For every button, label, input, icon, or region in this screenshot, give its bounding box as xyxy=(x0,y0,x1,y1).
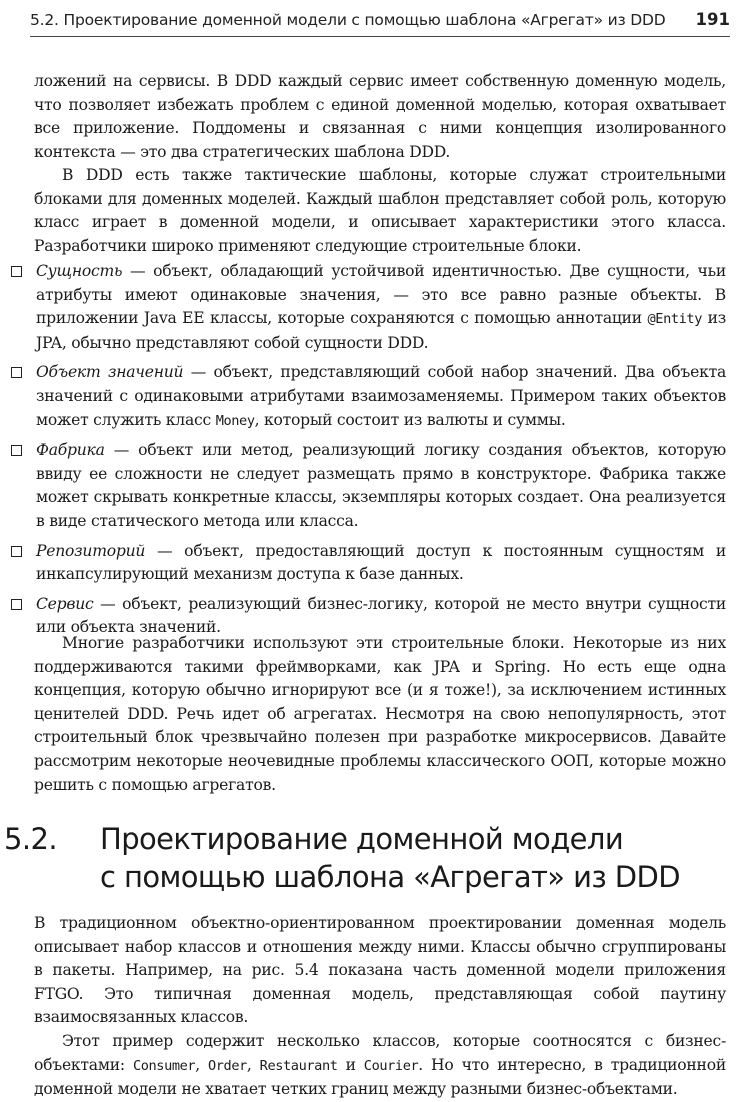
term-label: Объект значений xyxy=(36,363,184,382)
text-run: , xyxy=(195,1055,208,1074)
term-label: Фабрика xyxy=(36,441,105,460)
text-run: и xyxy=(337,1055,364,1074)
term-label: Сущность xyxy=(36,262,123,280)
text-run: Этот пример содержит несколько классов, которые соотносятся с бизнес-объектами: xyxy=(34,1032,726,1074)
item-text: — объект, предоставляющий доступ к постоянным сущностям и инкапсулирующий механизм доступа к базе данных. xyxy=(36,541,726,584)
page-number: 191 xyxy=(695,10,730,29)
list-item xyxy=(10,540,726,587)
code-snippet: Money xyxy=(215,412,255,429)
item-text: , который состоит из валюты и суммы. xyxy=(254,410,566,429)
code-snippet: @Entity xyxy=(647,311,703,328)
code-snippet: Consumer xyxy=(132,1057,196,1074)
code-snippet: Courier xyxy=(363,1057,419,1074)
section-title xyxy=(100,820,730,896)
checkbox-icon xyxy=(11,546,22,557)
text-run: , xyxy=(246,1055,260,1074)
item-text: — объект, обладающий устойчивой идентичностью. Две сущности, чьи атрибуты имеют одинаковые значения, — это все равно разные объекты. В приложении Java EE классы, которые сохраняются с помощью аннотации xyxy=(36,262,726,328)
term-label: Сервис xyxy=(36,594,94,613)
paragraph-traditional-model: В традиционном объектно-ориентированном проектировании доменная модель описывает набор классов и отношения между ними. Классы обычно сгруппированы в пакеты. Например, на рис. 5.4 показана часть доменной модели приложения FTGO. Это типичная доменная модель, представляющая собой паутину взаимосвязанных классов. xyxy=(34,914,726,1027)
checkbox-icon xyxy=(11,599,22,610)
code-snippet: Order xyxy=(207,1057,247,1074)
text-run: . Но что интересно, в традиционной доменной модели не хватает четких границ между разными бизнес-объектами. xyxy=(34,1055,726,1099)
running-header-title: 5.2. Проектирование доменной модели с помощью шаблона «Агрегат» из DDD xyxy=(30,11,666,29)
item-text: — объект, реализующий бизнес-логику, которой не место внутри сущности или объекта значений. xyxy=(36,594,726,637)
checkbox-icon xyxy=(11,445,22,456)
item-text: — объект, представляющий собой набор значений. Два объекта значений с одинаковыми атрибутами взаимозаменяемы. Примером таких объектов может служить класс xyxy=(36,363,726,429)
building-blocks-list xyxy=(10,260,726,646)
section-number: 5.2. xyxy=(4,822,57,856)
checkbox-icon xyxy=(11,266,22,277)
list-item xyxy=(10,260,726,355)
section-heading xyxy=(0,820,736,900)
running-header xyxy=(30,6,730,37)
paragraph-example-classes xyxy=(34,1030,726,1102)
term-label: Репозиторий xyxy=(36,541,146,560)
list-item xyxy=(10,439,726,533)
code-snippet: Restaurant xyxy=(259,1057,338,1074)
item-text: из JPA, обычно представляют собой сущности DDD. xyxy=(36,309,726,352)
checkbox-icon xyxy=(11,367,22,378)
paragraph-intro-continued: ложений на сервисы. В DDD каждый сервис имеет собственную доменную модель, что позволяет избежать проблем с единой доменной моделью, которая охватывает все приложение. Поддомены и связанная с ними концепция изолированного контекста — это два стратегических шаблона DDD. xyxy=(34,72,726,161)
item-text: — объект или метод, реализующий логику создания объектов, которую ввиду ее сложности не следует размещать прямо в конструкторе. Фабрика также может скрывать конкретные классы, экземпляры которых создает. Она реализуется в виде статического метода или класса. xyxy=(36,441,726,530)
section-title-line: с помощью шаблона «Агрегат» из DDD xyxy=(100,860,680,894)
paragraph-tactical-patterns: В DDD есть также тактические шаблоны, которые служат строительными блоками для доменных моделей. Каждый шаблон представляет собой роль, которую класс играет в доменной модели, и описывает характеристики этого класса. Разработчики широко применяют следующие строительные блоки. xyxy=(34,166,726,255)
section-title-line: Проектирование доменной модели xyxy=(100,822,624,856)
paragraph-aggregates-intro: Многие разработчики используют эти строительные блоки. Некоторые из них поддерживаются такими фреймворками, как JPA и Spring. Но есть еще одна концепция, которую обычно игнорируют все (и я тоже!), за исключением истинных ценителей DDD. Речь идет об агрегатах. Несмотря на свою непопулярность, этот строительный блок чрезвычайно полезен при разработке микросервисов. Давайте рассмотрим некоторые неочевидные проблемы классического ООП, которые можно решить с помощью агрегатов. xyxy=(34,634,726,794)
list-item xyxy=(10,361,726,433)
